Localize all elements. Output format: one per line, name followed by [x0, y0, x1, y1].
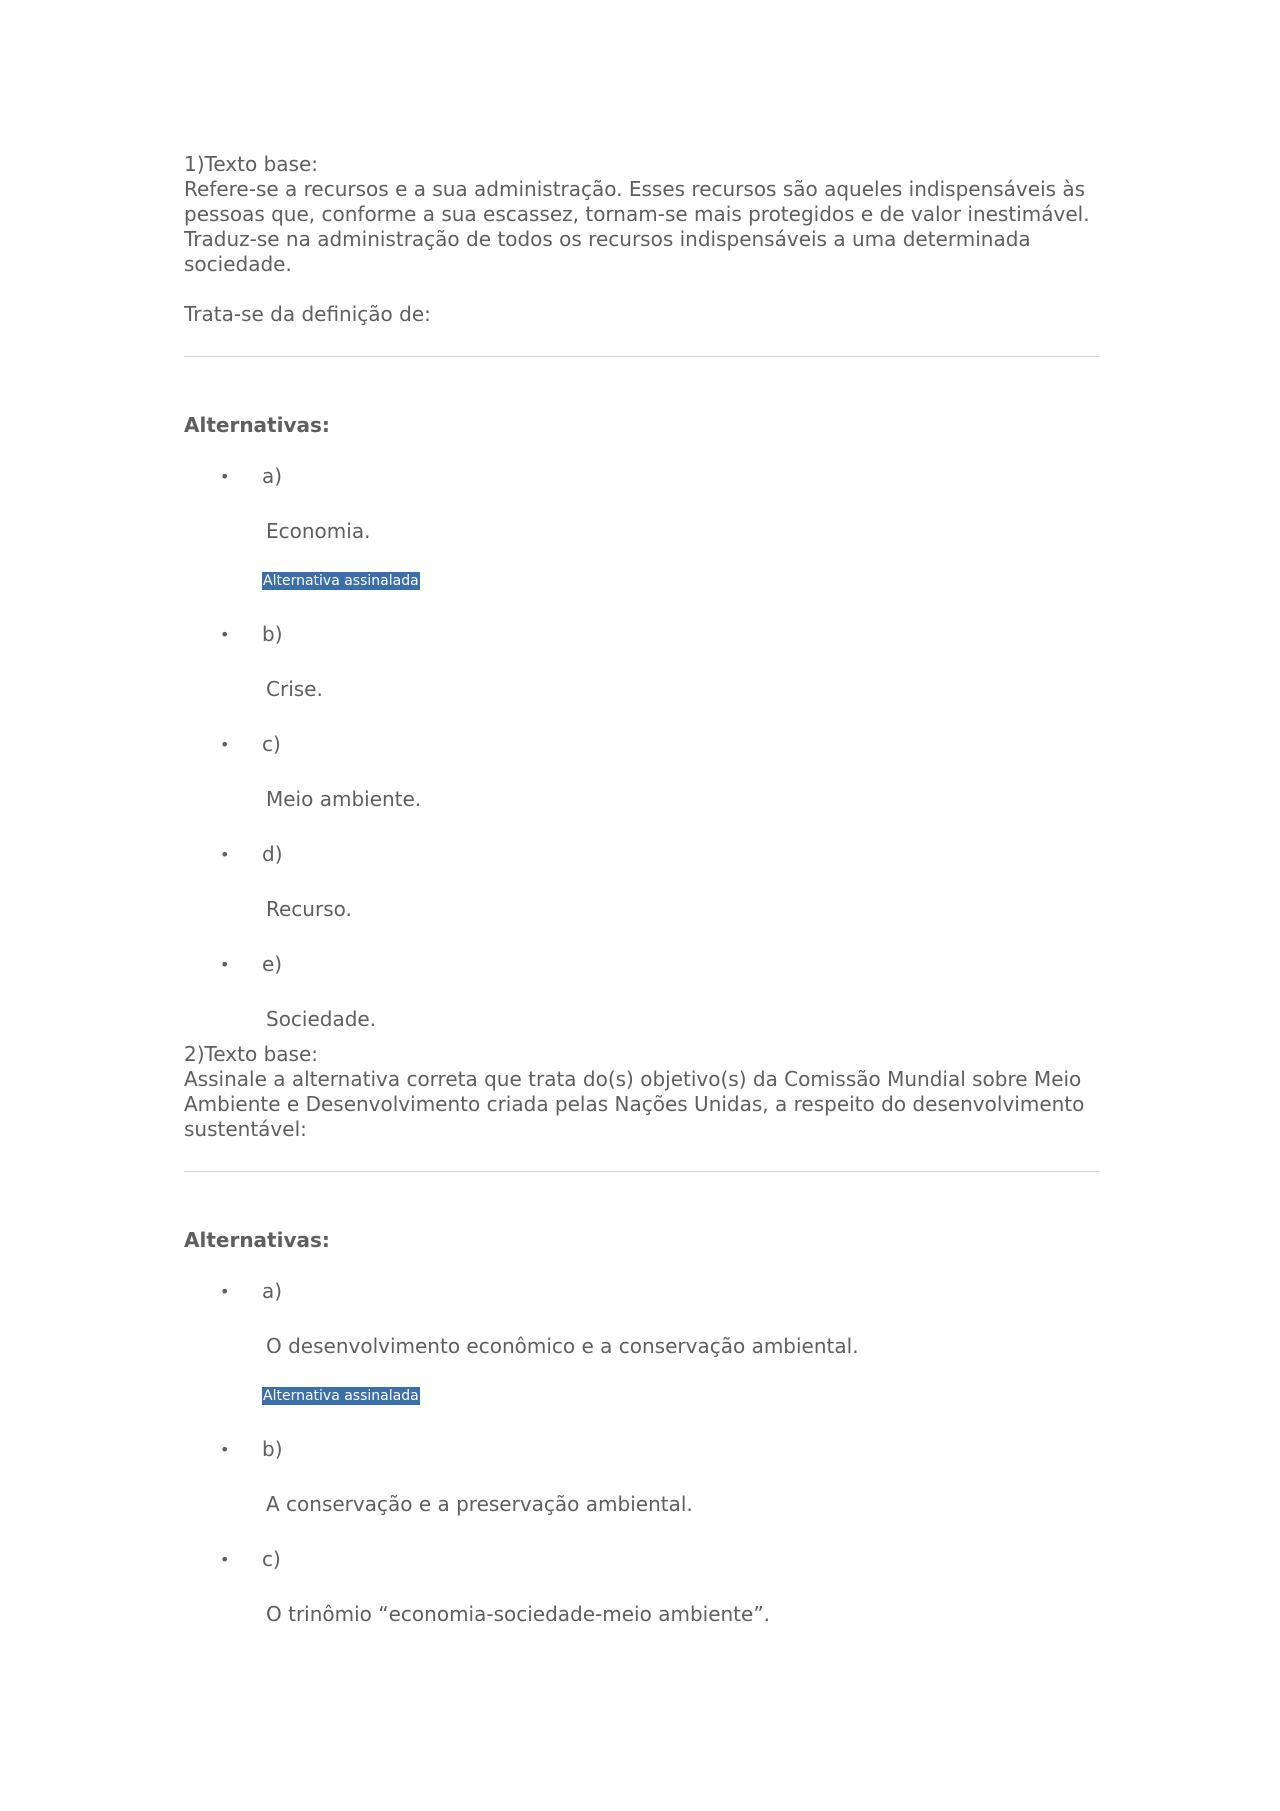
bullet-icon: •: [220, 955, 230, 974]
question-prompt: Trata-se da definição de:: [184, 302, 431, 326]
question-text: Assinale a alternativa correta que trata do(s) objetivo(s) da Comissão Mundial sobre Meio Ambiente e Desenvolvimento criada pelas Nações Unidas, a respeito do desenvolvimento sustentável:: [184, 1067, 1085, 1141]
alternative-c[interactable]: [184, 732, 1100, 812]
alternative-text: Recurso.: [266, 897, 352, 921]
alternative-b[interactable]: [184, 1437, 1100, 1517]
alternative-letter: e): [262, 952, 283, 976]
alternative-e[interactable]: [184, 952, 1100, 1032]
question-heading: 2)Texto base:: [184, 1042, 318, 1066]
alternative-letter: c): [262, 1547, 281, 1571]
alternative-a[interactable]: [184, 1279, 1100, 1405]
alternative-text: Crise.: [266, 677, 323, 701]
divider: [184, 356, 1100, 357]
bullet-icon: •: [220, 1550, 230, 1569]
alternative-letter: b): [262, 622, 283, 646]
alternative-d[interactable]: [184, 842, 1100, 922]
question-2: [184, 1042, 1100, 1627]
divider: [184, 1171, 1100, 1172]
question-text: Refere-se a recursos e a sua administração. Esses recursos são aqueles indispensáveis às pessoas que, conforme a sua escassez, tornam-se mais protegidos e de valor inestimável. Traduz-se na administração de todos os recursos indispensáveis a uma determinada sociedade.: [184, 177, 1090, 276]
document-page: [184, 152, 1100, 1627]
alternative-text: O trinômio “economia-sociedade-meio ambiente”.: [266, 1602, 771, 1626]
bullet-icon: •: [220, 1440, 230, 1459]
bullet-icon: •: [220, 1282, 230, 1301]
alternative-letter: c): [262, 732, 281, 756]
alternative-b[interactable]: [184, 622, 1100, 702]
bullet-icon: •: [220, 845, 230, 864]
question-1: [184, 152, 1100, 1032]
alternative-text: O desenvolvimento econômico e a conservação ambiental.: [266, 1334, 859, 1358]
alternative-letter: b): [262, 1437, 283, 1461]
bullet-icon: •: [220, 735, 230, 754]
alternative-letter: d): [262, 842, 283, 866]
alternatives-title: Alternativas:: [184, 1228, 330, 1252]
alternative-letter: a): [262, 464, 283, 488]
alternative-a[interactable]: [184, 464, 1100, 590]
alternative-text: A conservação e a preservação ambiental.: [266, 1492, 693, 1516]
selected-badge: Alternativa assinalada: [263, 573, 419, 589]
question-heading: 1)Texto base:: [184, 152, 318, 176]
bullet-icon: •: [220, 467, 230, 486]
alternative-c[interactable]: [184, 1547, 1100, 1627]
alternative-text: Sociedade.: [266, 1007, 377, 1031]
alternative-text: Meio ambiente.: [266, 787, 422, 811]
alternative-text: Economia.: [266, 519, 371, 543]
alternatives-title: Alternativas:: [184, 413, 330, 437]
alternatives-list: [184, 1279, 1100, 1627]
selected-badge: Alternativa assinalada: [263, 1388, 419, 1404]
bullet-icon: •: [220, 625, 230, 644]
alternatives-list: [184, 464, 1100, 1032]
alternative-letter: a): [262, 1279, 283, 1303]
